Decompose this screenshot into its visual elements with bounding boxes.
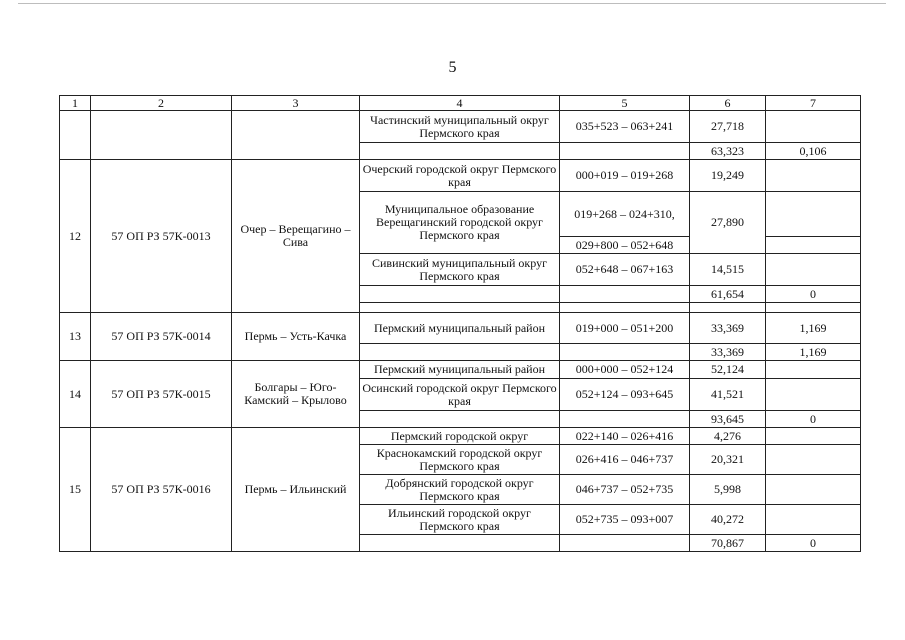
cell-total-length: 93,645 xyxy=(690,411,766,428)
table-row xyxy=(60,111,861,143)
cell-district: Муниципальное образование Верещагинский городской округ Пермского края xyxy=(360,192,560,254)
header-row xyxy=(60,96,861,111)
cell-district xyxy=(360,143,560,160)
cell-code xyxy=(91,111,232,160)
cell-length xyxy=(690,303,766,313)
cell-km-range xyxy=(560,535,690,552)
table-row xyxy=(60,361,861,379)
cell-km-range: 019+000 – 051+200 xyxy=(560,313,690,344)
cell-total-length: 33,369 xyxy=(690,344,766,361)
cell-km-range xyxy=(560,286,690,303)
cell-length: 14,515 xyxy=(690,254,766,286)
cell-col7 xyxy=(766,160,861,192)
cell-km-range xyxy=(560,411,690,428)
cell-total-col7: 0,106 xyxy=(766,143,861,160)
cell-district xyxy=(360,286,560,303)
cell-total-col7: 1,169 xyxy=(766,344,861,361)
cell-col7 xyxy=(766,192,861,237)
cell-district: Краснокамский городской округ Пермского края xyxy=(360,445,560,475)
cell-col7 xyxy=(766,111,861,143)
cell-code: 57 ОП РЗ 57К-0016 xyxy=(91,428,232,552)
cell-length: 19,249 xyxy=(690,160,766,192)
cell-col7 xyxy=(766,361,861,379)
cell-district xyxy=(360,411,560,428)
cell-total-length: 70,867 xyxy=(690,535,766,552)
header-col-7: 7 xyxy=(766,96,861,111)
table-row xyxy=(60,428,861,445)
cell-code: 57 ОП РЗ 57К-0014 xyxy=(91,313,232,361)
cell-km-range: 052+735 – 093+007 xyxy=(560,505,690,535)
cell-district: Частинский муниципальный округ Пермского края xyxy=(360,111,560,143)
cell-km-range: 019+268 – 024+310, xyxy=(560,192,690,237)
cell-num: 15 xyxy=(60,428,91,552)
cell-district xyxy=(360,535,560,552)
table-row xyxy=(60,160,861,192)
cell-num: 14 xyxy=(60,361,91,428)
header-col-1: 1 xyxy=(60,96,91,111)
page-number: 5 xyxy=(448,59,457,76)
header-col-4: 4 xyxy=(360,96,560,111)
cell-total-col7: 0 xyxy=(766,411,861,428)
cell-code: 57 ОП РЗ 57К-0015 xyxy=(91,361,232,428)
table-row xyxy=(60,313,861,344)
cell-length: 40,272 xyxy=(690,505,766,535)
cell-km-range: 000+000 – 052+124 xyxy=(560,361,690,379)
cell-length: 27,718 xyxy=(690,111,766,143)
cell-district: Пермский муниципальный район xyxy=(360,313,560,344)
cell-col7 xyxy=(766,505,861,535)
cell-col7 xyxy=(766,254,861,286)
cell-km-range xyxy=(560,143,690,160)
header-col-6: 6 xyxy=(690,96,766,111)
cell-road-name xyxy=(232,111,360,160)
cell-km-range: 052+648 – 067+163 xyxy=(560,254,690,286)
cell-length: 20,321 xyxy=(690,445,766,475)
header-col-3: 3 xyxy=(232,96,360,111)
cell-num: 12 xyxy=(60,160,91,313)
header-col-5: 5 xyxy=(560,96,690,111)
cell-km-range: 046+737 – 052+735 xyxy=(560,475,690,505)
cell-length: 52,124 xyxy=(690,361,766,379)
cell-district: Осинский городской округ Пермского края xyxy=(360,379,560,411)
cell-length: 4,276 xyxy=(690,428,766,445)
cell-road-name: Болгары – Юго-Камский – Крылово xyxy=(232,361,360,428)
cell-district xyxy=(360,303,560,313)
cell-length: 5,998 xyxy=(690,475,766,505)
cell-km-range: 000+019 – 019+268 xyxy=(560,160,690,192)
cell-col7: 1,169 xyxy=(766,313,861,344)
cell-total-length: 61,654 xyxy=(690,286,766,303)
cell-code: 57 ОП РЗ 57К-0013 xyxy=(91,160,232,313)
cell-km-range: 022+140 – 026+416 xyxy=(560,428,690,445)
cell-total-col7: 0 xyxy=(766,535,861,552)
cell-km-range: 026+416 – 046+737 xyxy=(560,445,690,475)
cell-km-range: 035+523 – 063+241 xyxy=(560,111,690,143)
cell-km-range xyxy=(560,344,690,361)
cell-km-range: 029+800 – 052+648 xyxy=(560,237,690,254)
cell-col7 xyxy=(766,303,861,313)
roads-table xyxy=(59,95,861,552)
cell-col7 xyxy=(766,379,861,411)
cell-district: Пермский муниципальный район xyxy=(360,361,560,379)
cell-district: Пермский городской округ xyxy=(360,428,560,445)
cell-road-name: Очер – Верещагино – Сива xyxy=(232,160,360,313)
cell-km-range: 052+124 – 093+645 xyxy=(560,379,690,411)
cell-km-range xyxy=(560,303,690,313)
cell-total-length: 63,323 xyxy=(690,143,766,160)
header-col-2: 2 xyxy=(91,96,232,111)
cell-total-col7: 0 xyxy=(766,286,861,303)
cell-district: Ильинский городской округ Пермского края xyxy=(360,505,560,535)
cell-col7 xyxy=(766,237,861,254)
cell-length: 27,890 xyxy=(690,192,766,254)
cell-district: Очерский городской округ Пермского края xyxy=(360,160,560,192)
cell-num xyxy=(60,111,91,160)
cell-length: 33,369 xyxy=(690,313,766,344)
cell-district xyxy=(360,344,560,361)
cell-col7 xyxy=(766,445,861,475)
cell-road-name: Пермь – Ильинский xyxy=(232,428,360,552)
cell-district: Сивинский муниципальный округ Пермского края xyxy=(360,254,560,286)
cell-num: 13 xyxy=(60,313,91,361)
cell-col7 xyxy=(766,475,861,505)
cell-district: Добрянский городской округ Пермского края xyxy=(360,475,560,505)
cell-road-name: Пермь – Усть-Качка xyxy=(232,313,360,361)
cell-col7 xyxy=(766,428,861,445)
cell-length: 41,521 xyxy=(690,379,766,411)
top-rule xyxy=(18,3,886,4)
